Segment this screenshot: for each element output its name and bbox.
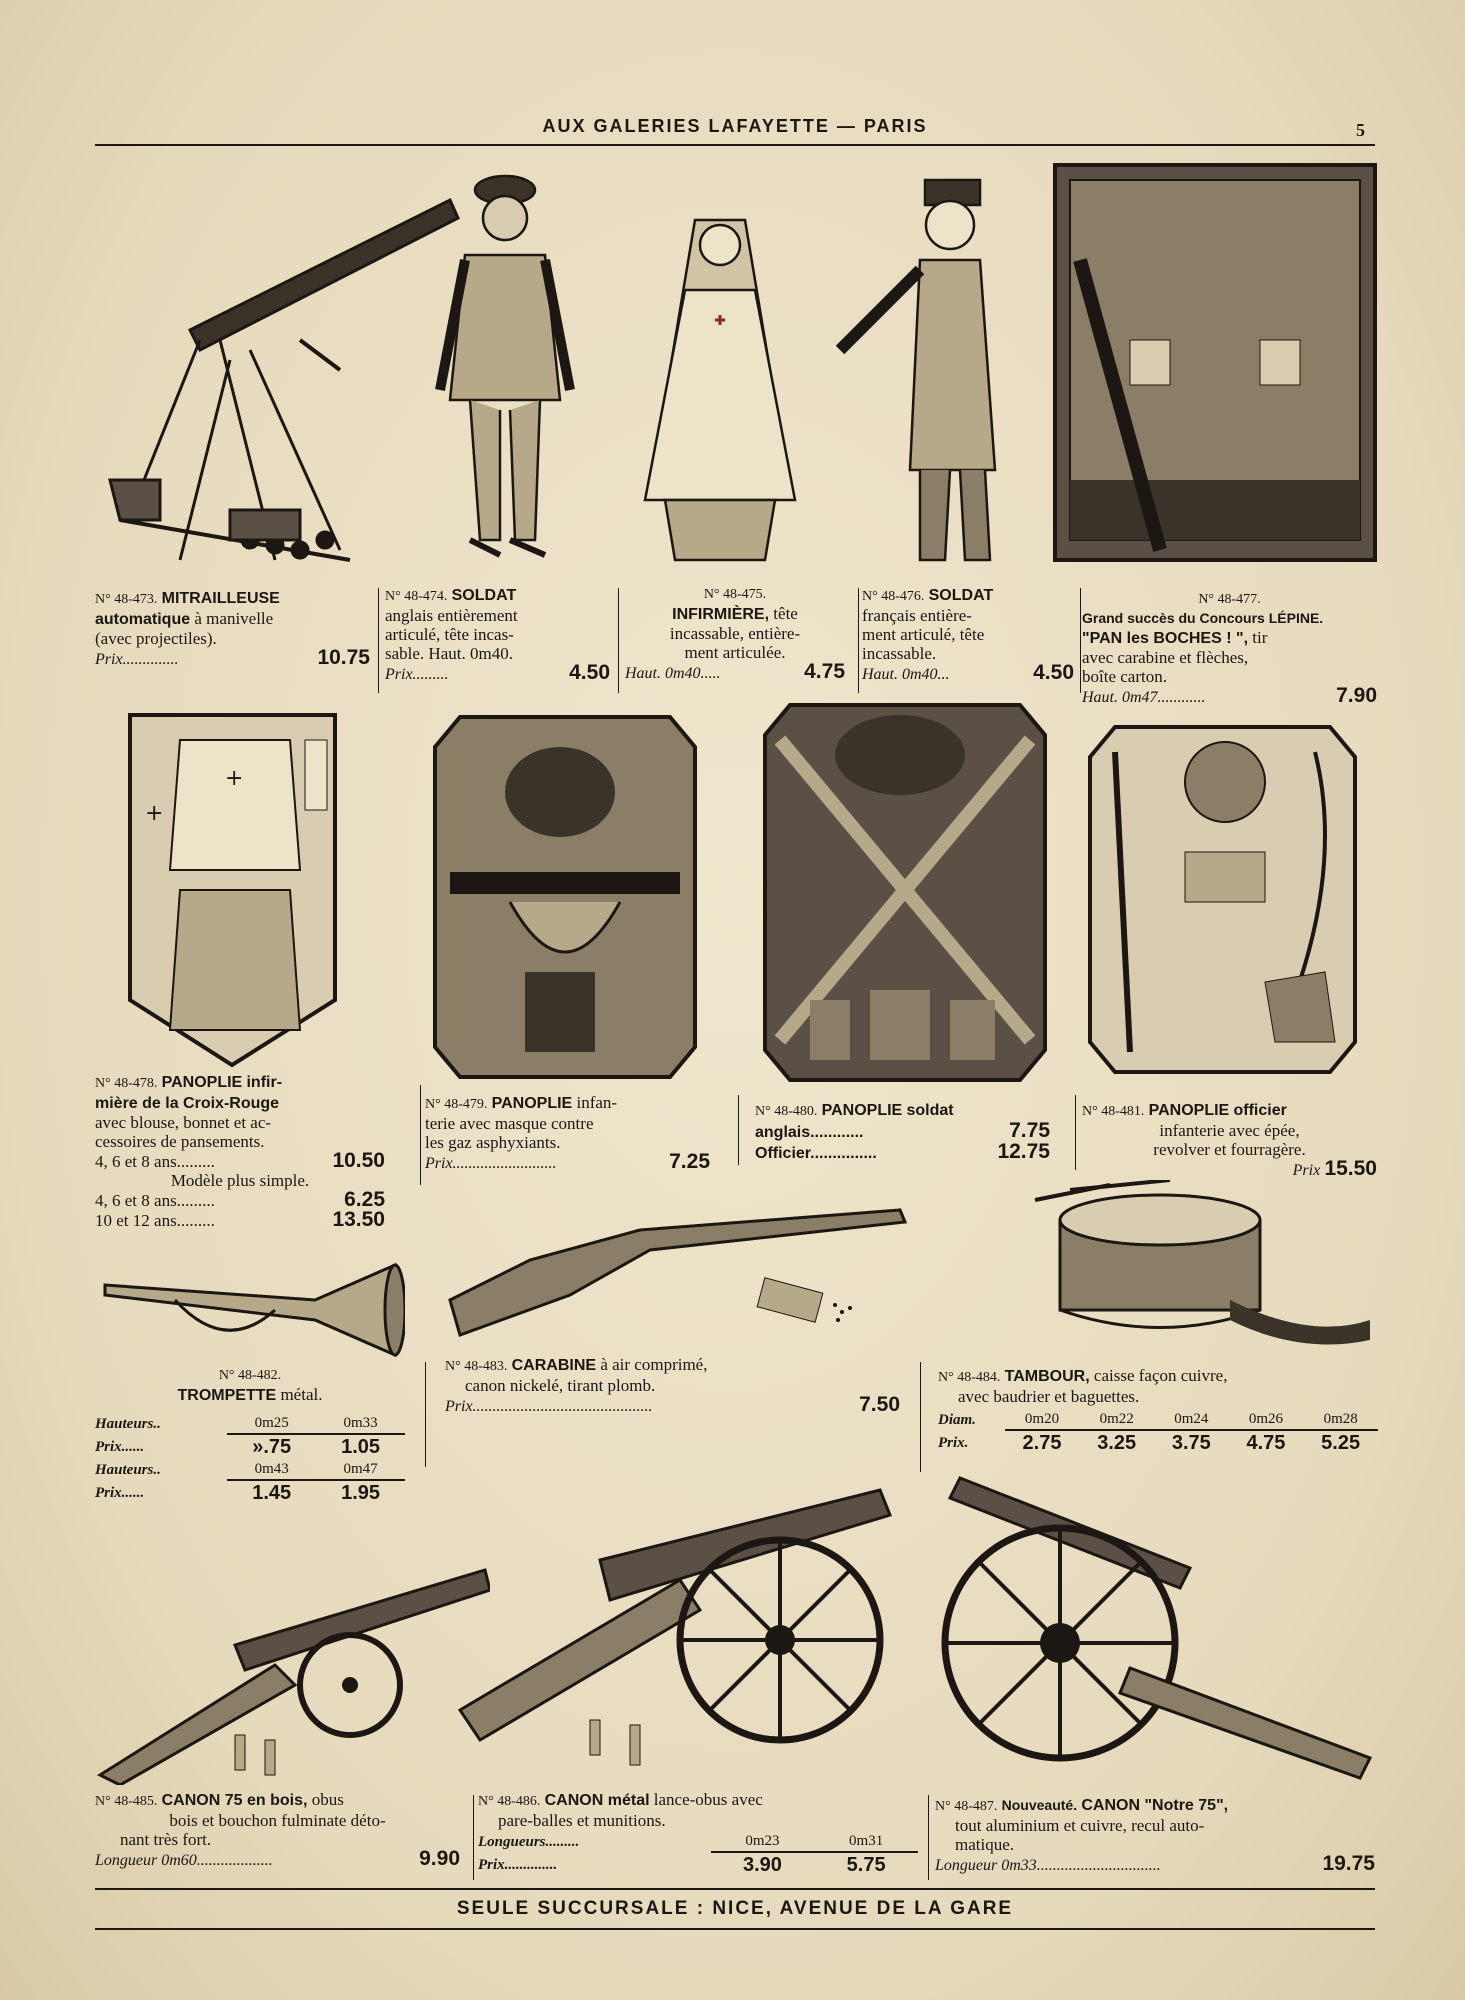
item-name: SOLDAT — [928, 587, 994, 604]
item-desc: obus — [311, 1790, 344, 1809]
item-desc: cessoires de pansements. — [95, 1132, 265, 1151]
item-ref: N° 48-478. — [95, 1076, 158, 1091]
item-ref: N° 48-476. — [862, 589, 925, 604]
price-label: Haut. 0m40... — [862, 666, 950, 683]
item-desc: tout aluminium et cuivre, recul auto- — [955, 1816, 1205, 1835]
store-title: AUX GALERIES LAFAYETTE — PARIS — [542, 116, 928, 136]
column-divider — [920, 1362, 921, 1472]
item-desc: officier — [1233, 1102, 1287, 1119]
diameter-value: 0m24 — [1174, 1411, 1209, 1427]
officer-set-illustration — [1085, 722, 1360, 1077]
price-label: anglais............ — [755, 1124, 864, 1141]
item-desc: mière de la Croix-Rouge — [95, 1095, 280, 1112]
machine-gun-illustration — [100, 160, 460, 570]
item-price: 9.90 — [419, 1847, 460, 1870]
item-ref: N° 48-487. — [935, 1799, 998, 1814]
price-label: Prix...... — [95, 1484, 145, 1501]
drum-price-table — [938, 1410, 1378, 1456]
item-desc: métal. — [280, 1385, 323, 1404]
item-48-477-caption — [1082, 590, 1377, 707]
item-desc: infanterie avec épée, — [1159, 1121, 1300, 1140]
height-value: 0m33 — [343, 1415, 378, 1431]
item-name: INFIRMIÈRE, — [672, 606, 770, 623]
item-name: SOLDAT — [451, 587, 517, 604]
page-number: 5 — [1356, 120, 1365, 140]
svg-text:+: + — [225, 766, 244, 791]
item-price: 1.45 — [227, 1480, 316, 1506]
item-desc: infan- — [576, 1093, 618, 1112]
price-label: Prix.......................... — [425, 1155, 557, 1172]
item-desc: matique. — [955, 1835, 1015, 1854]
item-price: 4.75 — [1229, 1430, 1304, 1456]
price-label: Prix......... — [385, 666, 449, 683]
item-price: 13.50 — [332, 1208, 385, 1231]
item-desc: tête — [773, 604, 798, 623]
item-desc: revolver et fourragère. — [1153, 1140, 1306, 1159]
item-variant: Modèle plus simple. — [170, 1171, 310, 1190]
item-desc: soldat — [906, 1102, 954, 1119]
item-48-483-caption — [445, 1355, 900, 1416]
length-value: 0m31 — [849, 1833, 884, 1849]
item-price: 7.75 — [1009, 1119, 1050, 1142]
item-desc: à manivelle — [194, 609, 274, 628]
item-price: ».75 — [227, 1434, 316, 1460]
item-price: 7.50 — [859, 1393, 900, 1416]
height-value: 0m25 — [254, 1415, 289, 1431]
price-label: Prix...... — [95, 1438, 145, 1455]
item-desc: canon nickelé, tirant plomb. — [465, 1376, 656, 1395]
price-label: Prix............................................. — [445, 1398, 653, 1415]
price-label: Longueur 0m33............................... — [935, 1857, 1161, 1874]
item-desc: ment articulée. — [684, 643, 786, 662]
item-desc: anglais entièrement — [385, 606, 518, 625]
item-price: 5.75 — [814, 1852, 918, 1878]
height-value: 0m47 — [343, 1461, 378, 1477]
item-desc: automatique — [95, 611, 191, 628]
item-48-481-caption — [1082, 1100, 1377, 1180]
column-divider — [1080, 588, 1081, 693]
item-desc: à air comprimé, — [600, 1355, 708, 1374]
item-ref: N° 48-474. — [385, 589, 448, 604]
wooden-cannon-illustration — [95, 1555, 490, 1785]
item-price: 7.90 — [1336, 684, 1377, 707]
item-ref: N° 48-486. — [478, 1794, 541, 1809]
shooting-game-box-illustration — [1050, 160, 1380, 565]
item-desc: les gaz asphyxiants. — [425, 1133, 561, 1152]
item-tagline: Nouveauté. — [1001, 1797, 1078, 1813]
item-desc: ment articulé, tête — [862, 625, 985, 644]
item-price: 3.75 — [1154, 1430, 1229, 1456]
item-48-484-caption — [938, 1366, 1378, 1406]
item-desc: sable. Haut. 0m40. — [385, 644, 513, 663]
item-desc: lance-obus avec — [653, 1790, 763, 1809]
item-name: PANOPLIE — [1148, 1102, 1230, 1119]
item-name: MITRAILLEUSE — [161, 590, 280, 607]
diameter-value: 0m28 — [1323, 1411, 1358, 1427]
item-ref: N° 48-479. — [425, 1097, 488, 1112]
infantry-set-illustration — [430, 712, 700, 1082]
branch-notice: SEULE SUCCURSALE : NICE, AVENUE DE LA GARE — [456, 1898, 1014, 1919]
item-ref: N° 48-480. — [755, 1104, 818, 1119]
item-desc: avec carabine et flèches, — [1082, 648, 1249, 667]
item-desc: terie avec masque contre — [425, 1114, 594, 1133]
price-label: 10 et 12 ans......... — [95, 1211, 215, 1230]
item-desc: incassable. — [862, 644, 937, 663]
item-ref: N° 48-481. — [1082, 1104, 1145, 1119]
item-price: 10.75 — [317, 646, 370, 669]
item-price: 3.25 — [1079, 1430, 1154, 1456]
price-label: 4, 6 et 8 ans......... — [95, 1191, 215, 1210]
diameter-value: 0m22 — [1099, 1411, 1134, 1427]
item-48-480-caption — [755, 1100, 1050, 1163]
column-divider — [473, 1795, 474, 1880]
column-divider — [425, 1362, 426, 1467]
item-desc: avec blouse, bonnet et ac- — [95, 1113, 272, 1132]
item-desc: articulé, tête incas- — [385, 625, 514, 644]
item-price: 6.25 — [344, 1188, 385, 1211]
english-soldier-illustration — [425, 160, 585, 570]
item-price: 4.50 — [1033, 661, 1074, 684]
price-label: Haut. 0m47............ — [1082, 689, 1206, 706]
item-ref: N° 48-477. — [1198, 592, 1261, 607]
item-48-475-caption — [625, 585, 845, 683]
nurse-illustration — [635, 200, 805, 580]
item-desc: boîte carton. — [1082, 667, 1167, 686]
column-divider — [928, 1795, 929, 1880]
item-desc: tir — [1252, 628, 1268, 647]
item-ref: N° 48-482. — [218, 1368, 282, 1383]
price-label: Prix. — [938, 1434, 969, 1451]
item-48-486-caption — [478, 1790, 923, 1830]
item-price: 4.50 — [569, 661, 610, 684]
length-value: 0m23 — [745, 1833, 780, 1849]
trumpet-price-table — [95, 1414, 405, 1506]
item-48-476-caption — [862, 585, 1074, 684]
item-price: 12.75 — [997, 1140, 1050, 1163]
column-divider — [618, 588, 619, 693]
item-name: PANOPLIE — [821, 1102, 903, 1119]
item-48-485-caption — [95, 1790, 460, 1870]
item-48-473-caption — [95, 588, 370, 669]
item-price: 5.25 — [1303, 1430, 1378, 1456]
item-ref: N° 48-483. — [445, 1359, 508, 1374]
item-48-482-caption — [95, 1366, 405, 1405]
item-name: CARABINE — [511, 1357, 597, 1374]
height-label: Hauteurs.. — [95, 1461, 161, 1478]
item-price: 19.75 — [1322, 1852, 1375, 1875]
item-desc: pare-balles et munitions. — [498, 1811, 666, 1830]
page-footer — [95, 1888, 1375, 1930]
price-label: Prix.............. — [478, 1856, 558, 1873]
item-name: CANON "Notre 75", — [1081, 1797, 1229, 1814]
item-desc: bois et bouchon fulminate déto- — [169, 1811, 386, 1830]
metal-cannon-illustration — [450, 1470, 910, 1780]
price-label: Longueur 0m60................... — [95, 1852, 273, 1869]
item-48-479-caption — [425, 1093, 710, 1173]
french-soldier-illustration — [820, 170, 1020, 570]
item-ref: N° 48-473. — [95, 592, 158, 607]
item-48-487-caption — [935, 1795, 1375, 1875]
item-name: CANON métal — [544, 1792, 650, 1809]
item-48-474-caption — [385, 585, 610, 684]
item-price: 2.75 — [1005, 1430, 1080, 1456]
item-name: CANON 75 en bois, — [161, 1792, 308, 1809]
price-label: Prix — [1292, 1162, 1321, 1179]
item-price: 15.50 — [1324, 1157, 1377, 1180]
air-rifle-illustration — [440, 1200, 920, 1340]
nurse-costume-set-illustration — [120, 710, 345, 1070]
price-label: Prix.............. — [95, 651, 179, 668]
diameter-value: 0m20 — [1024, 1411, 1060, 1427]
svg-text:+: + — [145, 801, 164, 826]
aluminium-cannon-illustration — [930, 1468, 1375, 1788]
trumpet-illustration — [95, 1260, 405, 1360]
price-label: 4, 6 et 8 ans......... — [95, 1152, 215, 1171]
item-price: 1.95 — [316, 1480, 405, 1506]
item-desc: caisse façon cuivre, — [1093, 1366, 1228, 1385]
item-desc: français entière- — [862, 606, 972, 625]
length-label: Longueurs......... — [478, 1833, 580, 1850]
item-ref: N° 48-475. — [703, 587, 767, 602]
item-desc: nant très fort. — [120, 1830, 212, 1849]
diameter-value: 0m26 — [1248, 1411, 1284, 1427]
diameter-label: Diam. — [938, 1411, 976, 1428]
drum-illustration — [1030, 1180, 1375, 1355]
english-soldier-set-illustration — [760, 700, 1050, 1085]
price-label: Haut. 0m40..... — [625, 665, 721, 682]
item-desc: avec baudrier et baguettes. — [958, 1387, 1140, 1406]
item-tagline: Grand succès du Concours LÉPINE. — [1082, 610, 1324, 626]
item-name: TAMBOUR, — [1004, 1368, 1090, 1385]
item-name: TROMPETTE — [177, 1387, 277, 1404]
item-price: 7.25 — [669, 1150, 710, 1173]
item-name: "PAN les BOCHES ! ", — [1082, 630, 1249, 647]
item-desc: incassable, entière- — [669, 624, 801, 643]
item-name: PANOPLIE — [491, 1095, 573, 1112]
height-value: 0m43 — [254, 1461, 289, 1477]
column-divider — [1075, 1095, 1076, 1170]
item-price: 4.75 — [804, 660, 845, 683]
column-divider — [858, 588, 859, 693]
item-desc: (avec projectiles). — [95, 629, 217, 648]
column-divider — [420, 1085, 421, 1185]
item-price: 10.50 — [332, 1149, 385, 1172]
price-label: Officier............... — [755, 1145, 877, 1162]
height-label: Hauteurs.. — [95, 1415, 161, 1432]
item-desc: infir- — [246, 1074, 283, 1091]
item-ref: N° 48-485. — [95, 1794, 158, 1809]
item-48-478-caption — [95, 1072, 385, 1230]
item-ref: N° 48-484. — [938, 1370, 1001, 1385]
item-price: 3.90 — [711, 1852, 815, 1878]
metal-cannon-price-table — [478, 1832, 918, 1878]
page-header — [95, 112, 1375, 146]
column-divider — [738, 1095, 739, 1165]
column-divider — [378, 588, 379, 693]
item-name: PANOPLIE — [161, 1074, 243, 1091]
item-price: 1.05 — [316, 1434, 405, 1460]
